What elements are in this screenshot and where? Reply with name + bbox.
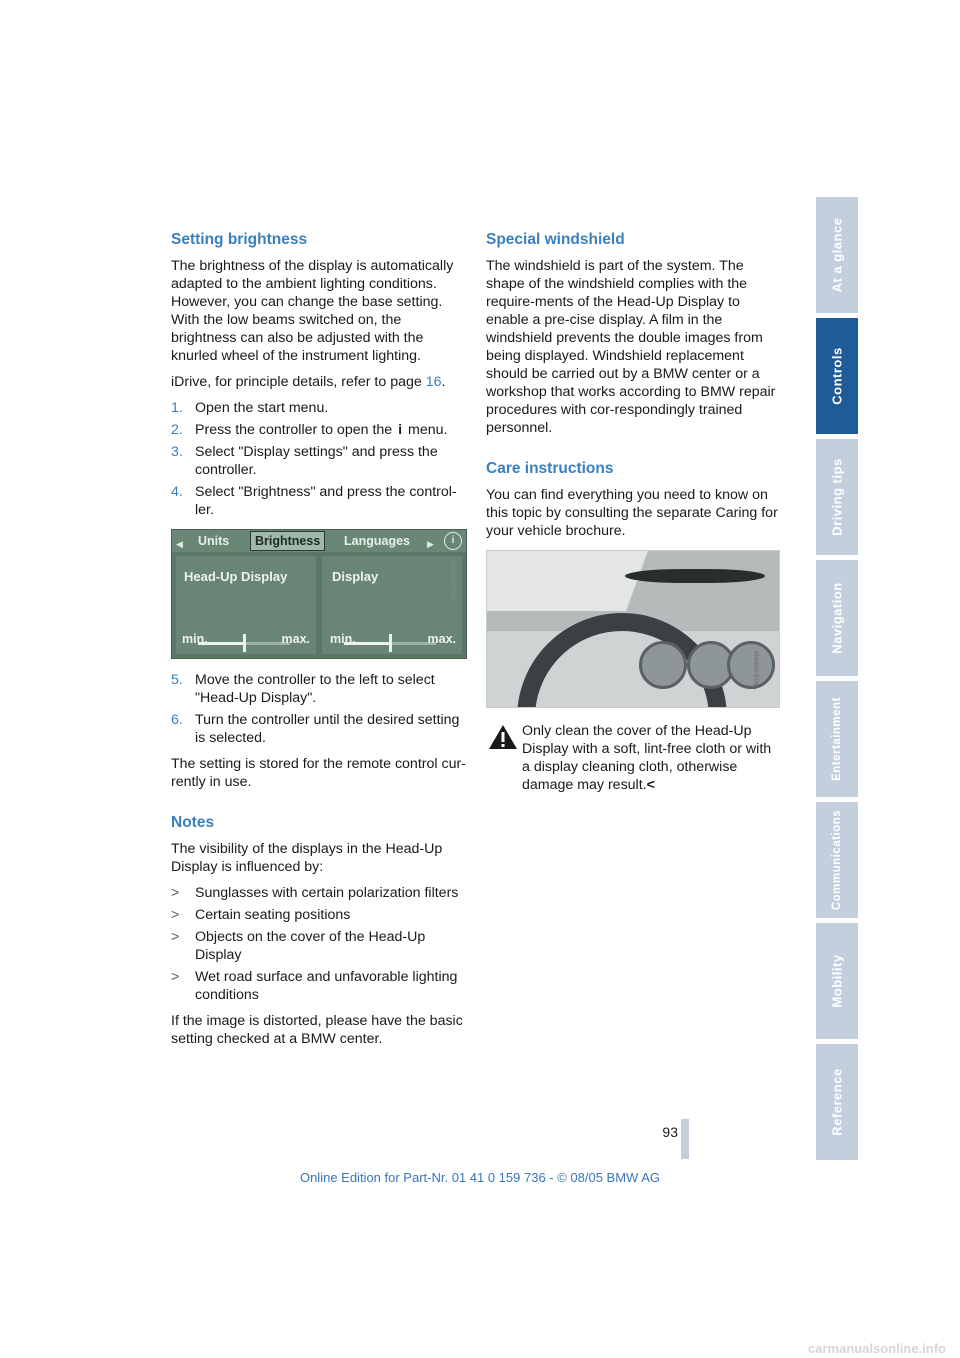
display-panel[interactable] — [322, 556, 462, 654]
footer-edition-line: Online Edition for Part-Nr. 01 41 0 159 736 - © 08/05 BMW AG — [299, 1170, 661, 1185]
step-item: 4. Select "Brightness" and press the control-ler. — [171, 484, 457, 518]
brightness-screen-figure — [171, 529, 467, 659]
tab-left-arrow-icon: ◀ — [176, 539, 183, 549]
steps-list-b — [171, 671, 467, 747]
info-button-icon[interactable]: i — [444, 532, 462, 550]
page-number: 93 — [662, 1124, 678, 1140]
nav-tab-mobility[interactable]: Mobility — [816, 923, 858, 1039]
step-item: 3. Select "Display settings" and press the controller. — [171, 444, 438, 478]
warning-note — [486, 722, 782, 794]
head-up-brightness-slider[interactable] — [198, 642, 290, 645]
tab-languages[interactable]: Languages — [344, 534, 410, 548]
steps-list-a — [171, 399, 467, 519]
page-number-bar — [681, 1119, 689, 1159]
page-link-16[interactable]: 16 — [425, 374, 442, 390]
head-up-display-panel[interactable] — [176, 556, 316, 654]
tab-brightness[interactable]: Brightness — [250, 531, 325, 551]
notes-outro: If the image is distorted, please have the basic setting checked at a BMW center. — [171, 1013, 463, 1047]
warning-text: Only clean the cover of the Head-Up Display with a soft, lint-free cloth or with a display cleaning cloth, otherwise damage may result. — [522, 723, 772, 793]
notes-intro: The visibility of the displays in the Head-Up Display is influenced by: — [171, 841, 443, 875]
figure-code: VN15-5008NA — [451, 559, 458, 599]
photo-code: VN16-0080NA — [754, 650, 761, 690]
tab-right-arrow-icon: ▶ — [427, 539, 434, 549]
right-column — [486, 230, 782, 794]
windshield-shape — [486, 551, 648, 611]
setting-brightness-heading: Setting brightness — [171, 231, 308, 248]
info-icon: i — [398, 422, 403, 438]
step-item: 1. Open the start menu. — [171, 400, 329, 416]
max-label: max. — [427, 632, 456, 646]
display-title: Display — [332, 569, 379, 584]
watermark: carmanualsonline.info — [808, 1341, 946, 1356]
left-column — [171, 230, 467, 1056]
brightness-intro: The brightness of the display is automatically adapted to the ambient lighting conditions. However, you can change the base setting. With the low beams switched on, the brightness can also be adjusted with the knurled wheel of the instrument lighting. — [171, 258, 454, 364]
nav-tab-communications[interactable]: Communications — [816, 802, 858, 918]
step-item: 2. Press the controller to open the i menu. — [171, 422, 448, 438]
windshield-text: The windshield is part of the system. The shape of the windshield complies with the require-ments of the Head-Up Display to enable a pre-cise display. A film in the windshield prevents the double images from being displayed. Windshield replacement should be carried out by a BMW center or a workshop that works according to BMW repair procedures with cor-respondingly trained personnel. — [486, 258, 776, 436]
head-up-display-title: Head-Up Display — [184, 569, 288, 584]
list-item: > Wet road surface and unfavorable lighting conditions — [171, 969, 458, 1003]
setting-stored-note: The setting is stored for the remote control cur-rently in use. — [171, 756, 466, 790]
tab-units[interactable]: Units — [198, 534, 230, 548]
nav-tab-controls[interactable]: Controls — [816, 318, 858, 434]
nav-tab-at-a-glance[interactable]: At a glance — [816, 197, 858, 313]
cockpit-photo — [486, 550, 780, 708]
notes-heading: Notes — [171, 814, 215, 831]
slider-knob[interactable] — [243, 634, 246, 652]
nav-tab-reference[interactable]: Reference — [816, 1044, 858, 1160]
care-text: You can find everything you need to know on this topic by consulting the separate Caring for your vehicle brochure. — [486, 487, 778, 539]
notes-bullet-list — [171, 884, 467, 1004]
list-item: > Sunglasses with certain polarization filters — [171, 885, 459, 901]
nav-tab-driving-tips[interactable]: Driving tips — [816, 439, 858, 555]
list-item: > Certain seating positions — [171, 907, 351, 923]
care-instructions-heading: Care instructions — [486, 460, 614, 477]
end-mark: < — [646, 777, 655, 793]
head-up-display-cover — [625, 569, 765, 583]
special-windshield-heading: Special windshield — [486, 231, 625, 248]
chapter-side-nav — [816, 197, 858, 1165]
step-item: 5. Move the controller to the left to select "Head-Up Display". — [171, 672, 435, 706]
display-brightness-slider[interactable] — [344, 642, 436, 645]
warning-triangle-icon — [488, 724, 518, 750]
list-item: > Objects on the cover of the Head-Up Display — [171, 929, 426, 963]
idrive-reference: iDrive, for principle details, refer to page 16. — [171, 374, 446, 390]
slider-knob[interactable] — [389, 634, 392, 652]
max-label: max. — [281, 632, 310, 646]
min-label: min. — [330, 632, 356, 646]
min-label: min. — [182, 632, 208, 646]
nav-tab-entertainment[interactable]: Entertainment — [816, 681, 858, 797]
step-item: 6. Turn the controller until the desired setting is selected. — [171, 712, 460, 746]
gauge-shape — [639, 641, 687, 689]
nav-tab-navigation[interactable]: Navigation — [816, 560, 858, 676]
